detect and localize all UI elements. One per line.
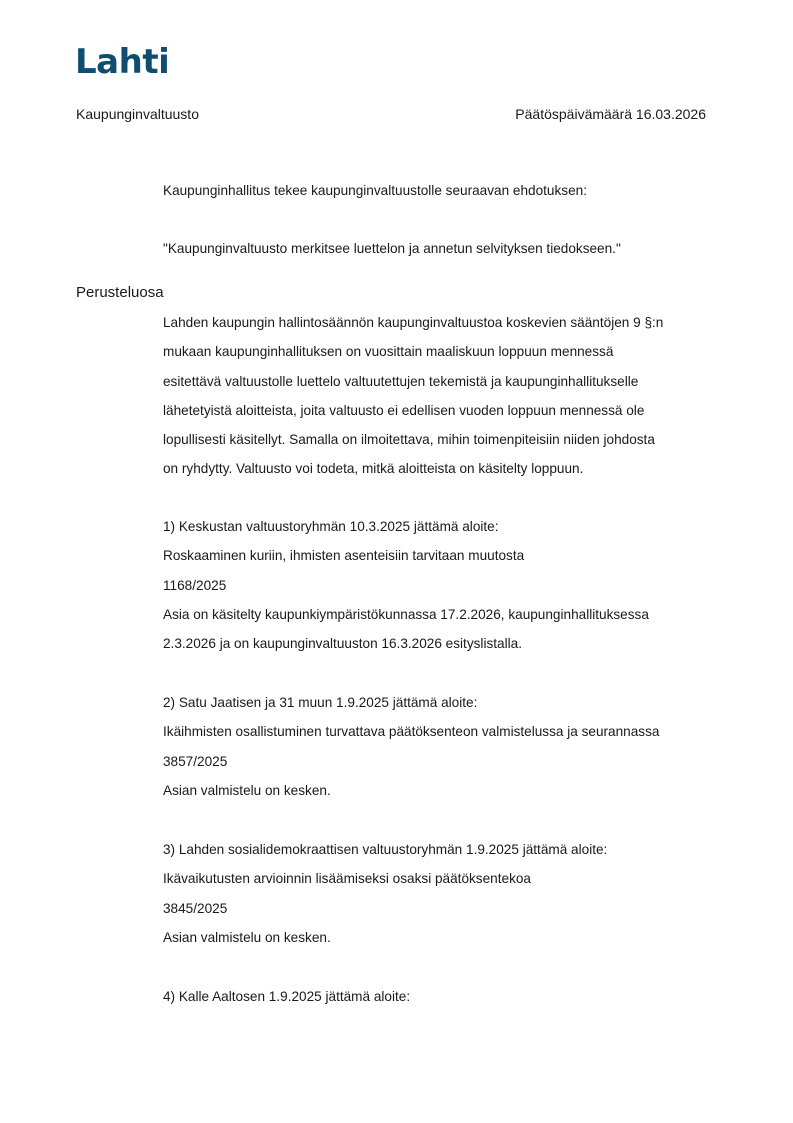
initiative-item	[163, 688, 659, 805]
rationale-line: esitettävä valtuustolle luettelo valtuutettujen tekemistä ja kaupunginhallitukselle	[163, 373, 639, 389]
section-heading: Perusteluosa	[76, 284, 164, 301]
proposal-quote: "Kaupunginvaltuusto merkitsee luettelon ja annetun selvityksen tiedokseen."	[163, 241, 621, 256]
rationale-line: lopullisesti käsitellyt. Samalla on ilmoitettava, mihin toimenpiteisiin niiden johdosta	[163, 432, 655, 448]
initiative-status: Asian valmistelu on kesken.	[163, 782, 331, 798]
proposal-intro: Kaupunginhallitus tekee kaupunginvaltuustolle seuraavan ehdotuksen:	[163, 183, 587, 198]
initiative-subject: Ikäihmisten osallistuminen turvattava päätöksenteon valmistelussa ja seurannassa	[163, 724, 660, 740]
rationale-line: on ryhdytty. Valtuusto voi todeta, mitkä aloitteista on käsitelty loppuun.	[163, 461, 584, 477]
initiative-subject: Roskaaminen kuriin, ihmisten asenteisiin tarvitaan muutosta	[163, 548, 525, 564]
initiative-subject: Ikävaikutusten arvioinnin lisäämiseksi osaksi päätöksentekoa	[163, 871, 531, 887]
decision-date: Päätöspäivämäärä 16.03.2026	[515, 106, 706, 122]
initiative-title: 4) Kalle Aaltosen 1.9.2025 jättämä aloite:	[163, 989, 411, 1004]
rationale-line: lähetetyistä aloitteista, joita valtuusto ei edellisen vuoden loppuun mennessä ole	[163, 402, 645, 418]
initiative-status: 2.3.2026 ja on kaupunginvaltuuston 16.3.2026 esityslistalla.	[163, 636, 522, 652]
rationale-paragraph	[163, 308, 663, 484]
initiative-number: 3845/2025	[163, 900, 228, 916]
lahti-logo: Lahti	[75, 42, 170, 82]
initiative-title: 2) Satu Jaatisen ja 31 muun 1.9.2025 jättämä aloite:	[163, 695, 478, 710]
initiative-number: 1168/2025	[163, 577, 227, 593]
initiative-title: 3) Lahden sosialidemokraattisen valtuustoryhmän 1.9.2025 jättämä aloite:	[163, 842, 608, 857]
initiative-item	[163, 982, 410, 1011]
initiative-item	[163, 512, 649, 658]
rationale-line: Lahden kaupungin hallintosäännön kaupunginvaltuustoa koskevien sääntöjen 9 §:n	[163, 315, 664, 330]
initiative-title: 1) Keskustan valtuustoryhmän 10.3.2025 jättämä aloite:	[163, 519, 499, 534]
initiative-item	[163, 835, 607, 952]
initiative-status: Asia on käsitelty kaupunkiympäristökunnassa 17.2.2026, kaupunginhallituksessa	[163, 606, 649, 622]
initiative-status: Asian valmistelu on kesken.	[163, 929, 331, 945]
body-name: Kaupunginvaltuusto	[76, 106, 199, 122]
rationale-line: mukaan kaupunginhallituksen on vuosittain maaliskuun loppuun mennessä	[163, 344, 614, 360]
initiative-number: 3857/2025	[163, 753, 228, 769]
